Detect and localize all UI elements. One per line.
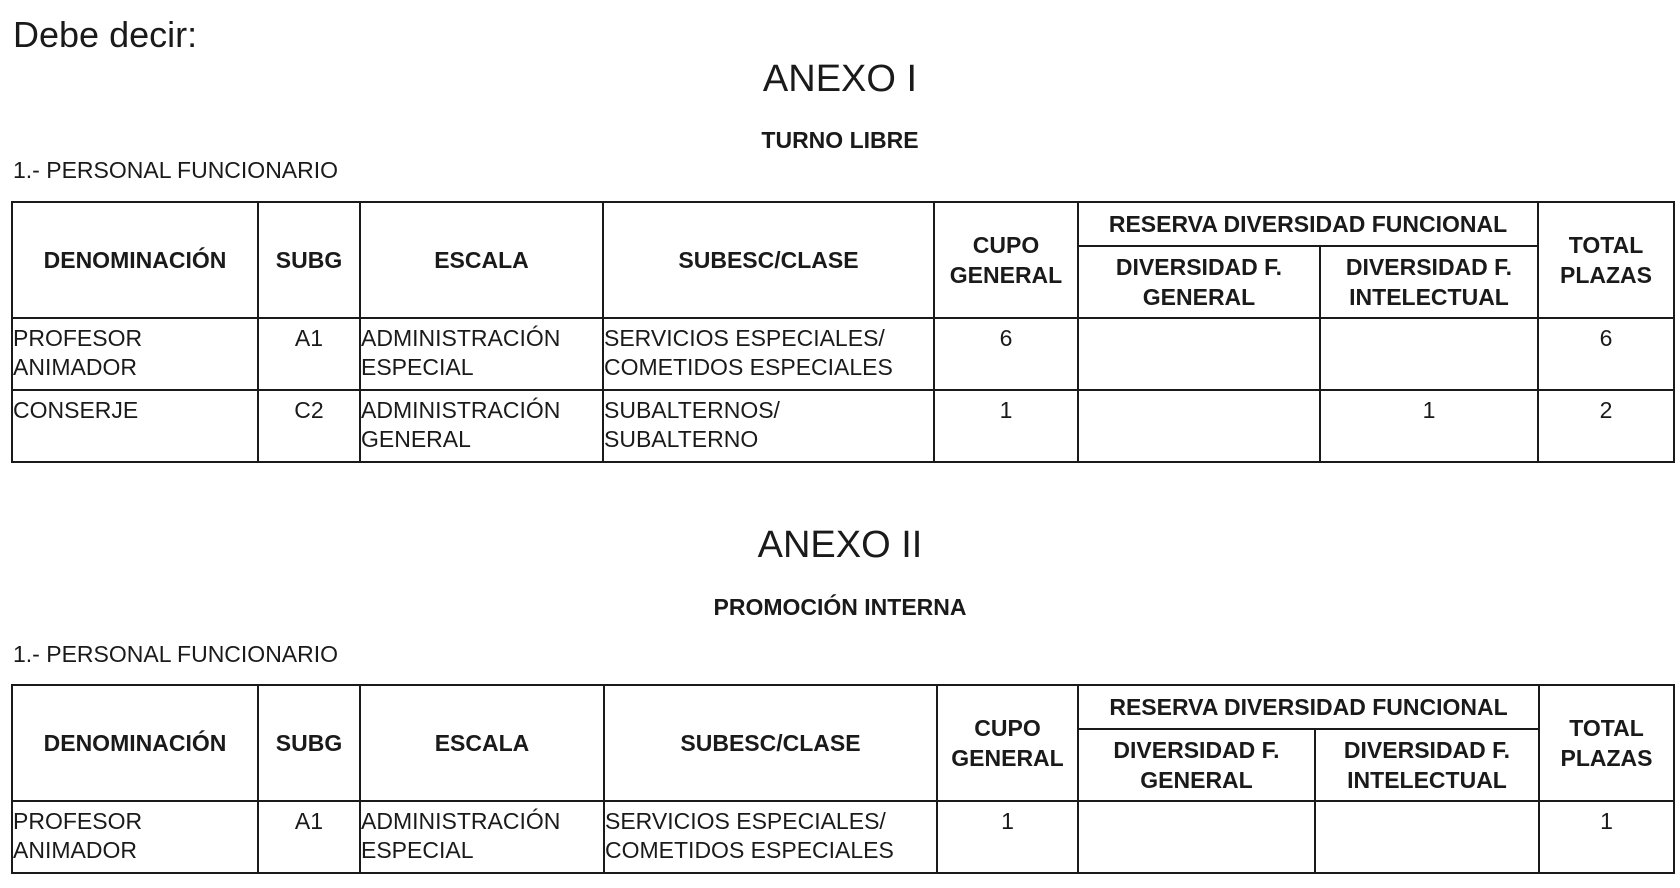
header-div-intelectual	[1320, 246, 1538, 318]
header-escala: ESCALA	[360, 202, 603, 318]
cell-denominacion	[12, 318, 258, 390]
intro-text: Debe decir:	[13, 14, 198, 55]
cell-total: 1	[1539, 801, 1674, 873]
cell-div-intelectual: 1	[1320, 390, 1538, 462]
cell-total: 6	[1538, 318, 1674, 390]
header-cupo-general	[934, 202, 1078, 318]
header-div-intelectual-line2: INTELECTUAL	[1347, 767, 1507, 793]
header-cupo-line1: CUPO	[972, 232, 1040, 258]
annex2-subtitle: PROMOCIÓN INTERNA	[713, 594, 967, 620]
cell-cupo: 1	[937, 801, 1078, 873]
header-div-general-line1: DIVERSIDAD F.	[1115, 254, 1283, 280]
table-row	[12, 801, 1674, 873]
cell-escala	[360, 390, 603, 462]
header-total-line1: TOTAL	[1569, 715, 1644, 741]
annex2-title: ANEXO II	[757, 524, 923, 566]
header-total-plazas	[1539, 685, 1674, 801]
cell-subesc-line2: COMETIDOS ESPECIALES	[604, 354, 893, 380]
header-div-intelectual-line1: DIVERSIDAD F.	[1345, 254, 1513, 280]
header-subg: SUBG	[258, 202, 360, 318]
header-cupo-line2: GENERAL	[951, 745, 1064, 771]
header-div-general-line1: DIVERSIDAD F.	[1113, 737, 1280, 763]
cell-denominacion-line1: PROFESOR	[13, 325, 143, 351]
header-subesc: SUBESC/CLASE	[604, 685, 937, 801]
header-cupo-general	[937, 685, 1078, 801]
cell-denominacion-line1: CONSERJE	[13, 397, 139, 423]
header-escala: ESCALA	[360, 685, 604, 801]
header-div-general	[1078, 246, 1320, 318]
cell-subesc	[603, 318, 934, 390]
cell-subesc	[604, 801, 937, 873]
cell-div-intelectual	[1315, 801, 1539, 873]
cell-denominacion-line2: ANIMADOR	[13, 354, 137, 380]
annex1-subtitle: TURNO LIBRE	[761, 127, 919, 153]
cell-denominacion	[12, 801, 258, 873]
header-total-line2: PLAZAS	[1560, 745, 1653, 771]
cell-escala	[360, 318, 603, 390]
cell-escala-line2: ESPECIAL	[361, 837, 474, 863]
cell-div-intelectual	[1320, 318, 1538, 390]
header-cupo-line2: GENERAL	[949, 262, 1063, 288]
header-div-general	[1078, 729, 1315, 801]
annex1-section-label: 1.- PERSONAL FUNCIONARIO	[13, 157, 339, 183]
annex1-header-row-1	[12, 202, 1674, 246]
table-row	[12, 318, 1674, 390]
cell-escala-line1: ADMINISTRACIÓN	[361, 325, 561, 351]
cell-escala-line2: GENERAL	[361, 426, 471, 452]
header-cupo-line1: CUPO	[974, 715, 1041, 741]
header-subesc: SUBESC/CLASE	[603, 202, 934, 318]
cell-total: 2	[1538, 390, 1674, 462]
cell-subesc-line2: COMETIDOS ESPECIALES	[605, 837, 894, 863]
cell-escala	[360, 801, 604, 873]
cell-div-general	[1078, 801, 1315, 873]
header-total-line1: TOTAL	[1568, 232, 1644, 258]
annex1-title: ANEXO I	[762, 58, 918, 100]
header-denominacion: DENOMINACIÓN	[12, 685, 258, 801]
cell-denominacion-line2: ANIMADOR	[13, 837, 137, 863]
cell-subesc-line1: SUBALTERNOS/	[604, 397, 780, 423]
cell-subesc-line1: SERVICIOS ESPECIALES/	[604, 325, 885, 351]
cell-cupo: 6	[934, 318, 1078, 390]
cell-escala-line2: ESPECIAL	[361, 354, 474, 380]
header-div-intelectual-line2: INTELECTUAL	[1349, 284, 1509, 310]
annex2-header-row-1	[12, 685, 1674, 729]
cell-subesc-line2: SUBALTERNO	[604, 426, 759, 452]
header-subg: SUBG	[258, 685, 360, 801]
cell-div-general	[1078, 318, 1320, 390]
cell-denominacion	[12, 390, 258, 462]
cell-escala-line1: ADMINISTRACIÓN	[361, 808, 561, 834]
cell-cupo: 1	[934, 390, 1078, 462]
header-div-intelectual-line1: DIVERSIDAD F.	[1343, 737, 1511, 763]
header-total-plazas	[1538, 202, 1674, 318]
annex1-table	[11, 201, 1675, 463]
cell-subg: A1	[258, 801, 360, 873]
annex2-section-label: 1.- PERSONAL FUNCIONARIO	[13, 641, 339, 667]
cell-subg: C2	[258, 390, 360, 462]
header-reserva: RESERVA DIVERSIDAD FUNCIONAL	[1078, 202, 1538, 246]
cell-subesc	[603, 390, 934, 462]
cell-subesc-line1: SERVICIOS ESPECIALES/	[605, 808, 886, 834]
cell-subg: A1	[258, 318, 360, 390]
header-div-intelectual	[1315, 729, 1539, 801]
header-div-general-line2: GENERAL	[1140, 767, 1253, 793]
cell-div-general	[1078, 390, 1320, 462]
header-reserva: RESERVA DIVERSIDAD FUNCIONAL	[1078, 685, 1539, 729]
header-div-general-line2: GENERAL	[1142, 284, 1256, 310]
table-row	[12, 390, 1674, 462]
header-total-line2: PLAZAS	[1560, 262, 1652, 288]
cell-escala-line1: ADMINISTRACIÓN	[361, 397, 561, 423]
header-denominacion: DENOMINACIÓN	[12, 202, 258, 318]
cell-denominacion-line1: PROFESOR	[13, 808, 143, 834]
annex2-table	[11, 684, 1675, 874]
